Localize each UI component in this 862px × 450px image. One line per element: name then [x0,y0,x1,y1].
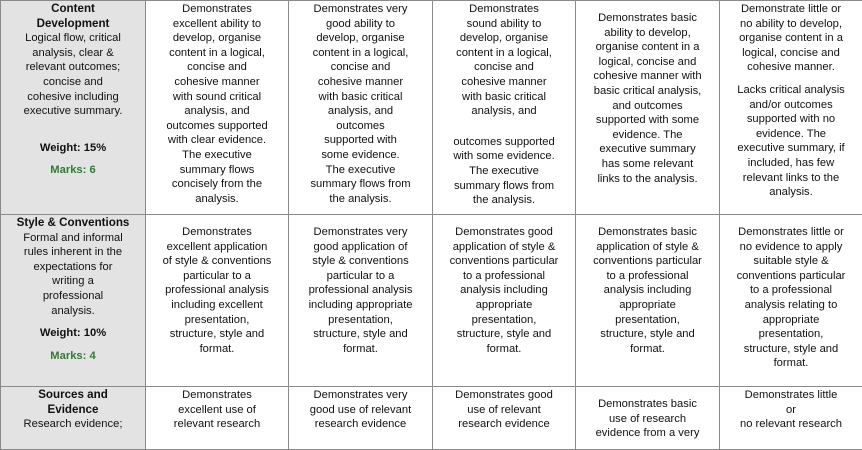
level-limited: Demonstrates little or no relevant research [720,387,862,450]
criterion-cell [1,1,146,215]
criterion-description: Research evidence; [4,417,142,432]
level-good: Demonstrates good use of relevant research evidence [433,387,576,450]
rubric-row-sources-evidence [1,387,862,450]
level-limited: Demonstrate little or no ability to develop, organise content in a logical, concise and cohesive manner. Lacks critical analysis and/or outcomes supported with no evidence. The executive summary, if included, has few relevant links to the analysis. [720,1,862,215]
criterion-weight: Weight: 10% [4,326,142,341]
criterion-title: Content Development [4,2,142,31]
level-basic: Demonstrates basic application of style & conventions particular to a professional analysis including appropriate presentation, structure, style and format. [576,215,720,387]
criterion-description: Logical flow, critical analysis, clear & relevant outcomes; concise and cohesive including executive summary. [4,31,142,119]
rubric-row-style-conventions [1,215,862,387]
criterion-title: Sources and Evidence [4,388,142,417]
level-very-good: Demonstrates very good use of relevant research evidence [289,387,433,450]
level-limited: Demonstrates little or no evidence to apply suitable style & conventions particular to a professional analysis relating to appropriate presentation, structure, style and format. [720,215,862,387]
criterion-title: Style & Conventions [4,216,142,231]
rubric-row-content-development [1,1,862,215]
level-basic: Demonstrates basic use of research evidence from a very [576,387,720,450]
criterion-marks: Marks: 4 [4,349,142,364]
criterion-cell [1,215,146,387]
criterion-cell [1,387,146,450]
criterion-marks: Marks: 6 [4,163,142,178]
level-good: Demonstrates sound ability to develop, organise content in a logical, concise and cohesive manner with basic critical analysis, and outcomes supported with some evidence. The executive summary flows from the analysis. [433,1,576,215]
level-excellent: Demonstrates excellent use of relevant research [146,387,289,450]
level-very-good: Demonstrates very good ability to develop, organise content in a logical, concise and cohesive manner with basic critical analysis, and outcomes supported with some evidence. The executive summary flows from the analysis. [289,1,433,215]
level-good: Demonstrates good application of style & conventions particular to a professional analysis including appropriate presentation, structure, style and format. [433,215,576,387]
criterion-weight: Weight: 15% [4,141,142,156]
criterion-description: Formal and informal rules inherent in the expectations for writing a professional analysis. [4,231,142,319]
level-excellent: Demonstrates excellent application of style & conventions particular to a professional analysis including excellent presentation, structure, style and format. [146,215,289,387]
level-basic: Demonstrates basic ability to develop, organise content in a logical, concise and cohesive manner with basic critical analysis, and outcomes supported with some evidence. The executive summary has some relevant links to the analysis. [576,1,720,215]
level-very-good: Demonstrates very good application of style & conventions particular to a professional analysis including appropriate presentation, structure, style and format. [289,215,433,387]
level-excellent: Demonstrates excellent ability to develop, organise content in a logical, concise and cohesive manner with sound critical analysis, and outcomes supported with clear evidence. The executive summary flows concisely from the analysis. [146,1,289,215]
